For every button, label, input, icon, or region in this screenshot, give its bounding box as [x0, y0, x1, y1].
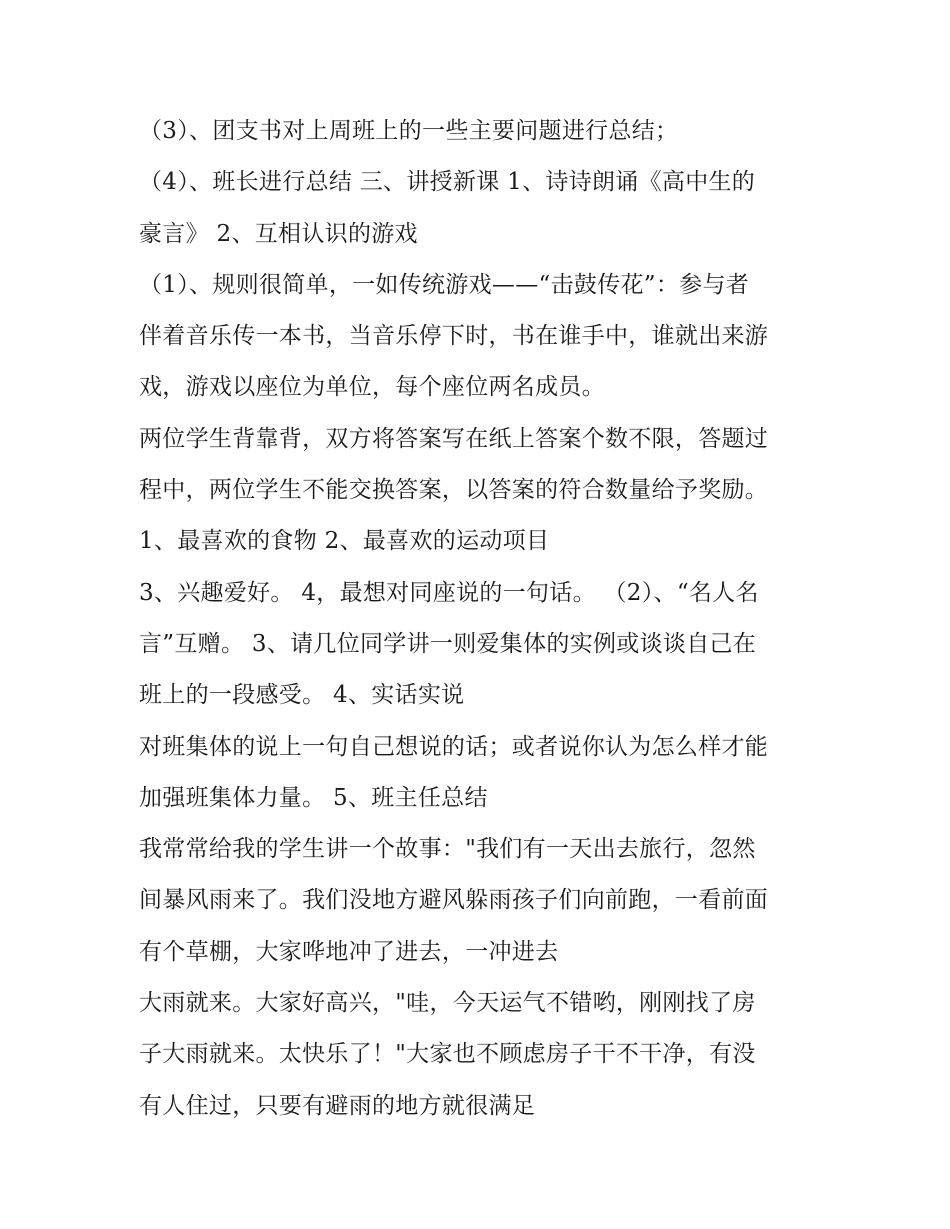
text-line: 对班集体的说上一句自己想说的话；或者说你认为怎么样才能: [139, 733, 769, 760]
text-line: 有个草棚，大家哗地冲了进去，一冲进去: [139, 938, 559, 965]
text-line: 子大雨就来。太快乐了！"大家也不顾虑房子干不干净，有没: [139, 1041, 756, 1068]
text-line: 程中，两位学生不能交换答案，以答案的符合数量给予奖励。: [139, 477, 769, 504]
document-body: [139, 106, 829, 1132]
text-line: 班上的一段感受。 4、实话实说: [139, 682, 465, 709]
text-line: 间暴风雨来了。我们没地方避风躲雨孩子们向前跑，一看前面: [139, 887, 769, 914]
text-line: 伴着音乐传一本书，当音乐停下时，书在谁手中，谁就出来游: [139, 323, 769, 350]
text-line: 有人住过，只要有避雨的地方就很满足: [139, 1092, 536, 1119]
text-line: （1）、规则很简单，一如传统游戏——“击鼓传花”：参与者: [139, 271, 750, 298]
text-line: 豪言》 2、互相认识的游戏: [139, 220, 418, 247]
text-line: （4）、班长进行总结 三、讲授新课 1、诗诗朗诵《高中生的: [139, 169, 756, 196]
text-line: 加强班集体力量。 5、班主任总结: [139, 784, 488, 811]
text-line: 言”互赠。 3、请几位同学讲一则爱集体的实例或谈谈自己在: [139, 630, 757, 657]
text-line: 3、兴趣爱好。 4，最想对同座说的一句话。 （2）、“名人名: [139, 579, 759, 606]
text-line: 戏，游戏以座位为单位，每个座位两名成员。: [139, 374, 605, 401]
text-line: 我常常给我的学生讲一个故事："我们有一天出去旅行，忽然: [139, 836, 756, 863]
text-line: 两位学生背靠背，双方将答案写在纸上答案个数不限，答题过: [139, 425, 769, 452]
text-line: 大雨就来。大家好高兴，"哇，今天运气不错哟，刚刚找了房: [139, 990, 756, 1017]
text-line: 1、最喜欢的食物 2、最喜欢的运动项目: [139, 528, 550, 555]
text-line: （3）、团支书对上周班上的一些主要问题进行总结；: [139, 118, 679, 144]
